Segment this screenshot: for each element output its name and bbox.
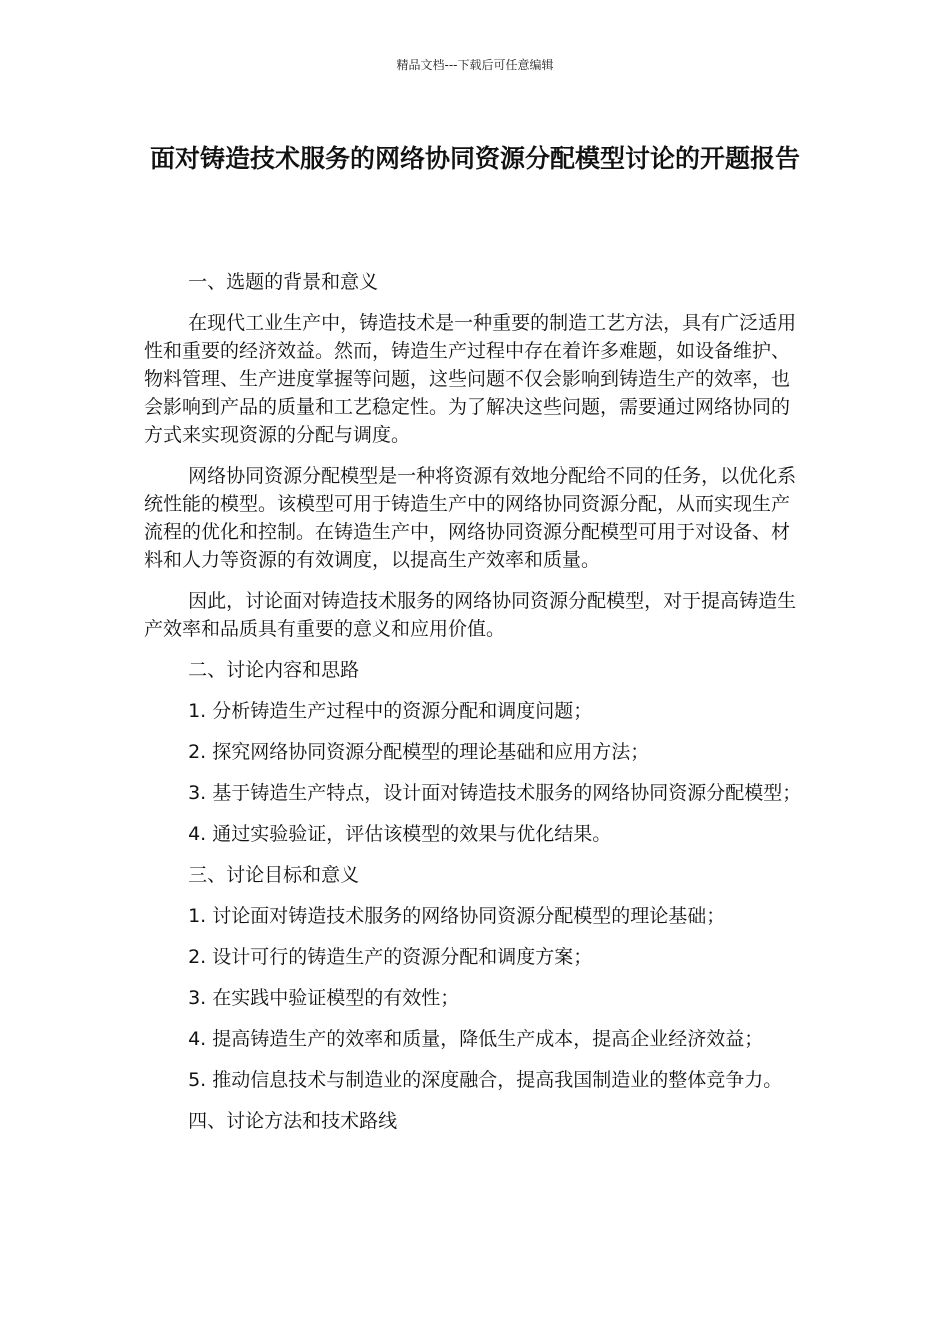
list-item: 4. 提高铸造生产的效率和质量，降低生产成本，提高企业经济效益； bbox=[188, 1028, 764, 1050]
list-item: 2. 设计可行的铸造生产的资源分配和调度方案； bbox=[188, 946, 593, 968]
list-item: 3. 在实践中验证模型的有效性； bbox=[188, 987, 460, 1009]
paragraph: 网络协同资源分配模型是一种将资源有效地分配给不同的任务，以优化系统性能的模型。该模型可用于铸造生产中的网络协同资源分配，从而实现生产流程的优化和控制。在铸造生产中，网络协同资源分配模型可用于对设备、材料和人力等资源的有效调度，以提高生产效率和质量。 bbox=[144, 465, 797, 571]
list-item: 2. 探究网络协同资源分配模型的理论基础和应用方法； bbox=[188, 741, 650, 763]
header-note: 精品文档---下载后可任意编辑 bbox=[396, 58, 554, 72]
section-heading-1: 一、选题的背景和意义 bbox=[188, 271, 379, 293]
paragraph: 在现代工业生产中，铸造技术是一种重要的制造工艺方法，具有广泛适用性和重要的经济效益。然而，铸造生产过程中存在着许多难题，如设备维护、物料管理、生产进度掌握等问题，这些问题不仅会影响到铸造生产的效率，也会影响到产品的质量和工艺稳定性。为了解决这些问题，需要通过网络协同的方式来实现资源的分配与调度。 bbox=[144, 312, 797, 446]
list-item: 1. 分析铸造生产过程中的资源分配和调度问题； bbox=[188, 700, 593, 722]
section-heading-2: 二、讨论内容和思路 bbox=[188, 659, 360, 681]
list-item: 5. 推动信息技术与制造业的深度融合，提高我国制造业的整体竞争力。 bbox=[188, 1069, 783, 1091]
document-body bbox=[144, 268, 808, 1148]
document-title: 面对铸造技术服务的网络协同资源分配模型讨论的开题报告 bbox=[149, 144, 800, 173]
section-heading-3: 三、讨论目标和意义 bbox=[188, 864, 360, 886]
list-item: 4. 通过实验验证，评估该模型的效果与优化结果。 bbox=[188, 823, 612, 845]
paragraph: 因此，讨论面对铸造技术服务的网络协同资源分配模型，对于提高铸造生产效率和品质具有重要的意义和应用价值。 bbox=[144, 590, 797, 640]
list-item: 3. 基于铸造生产特点，设计面对铸造技术服务的网络协同资源分配模型； bbox=[188, 782, 802, 804]
section-heading-4: 四、讨论方法和技术路线 bbox=[188, 1110, 398, 1132]
list-item: 1. 讨论面对铸造技术服务的网络协同资源分配模型的理论基础； bbox=[188, 905, 726, 927]
